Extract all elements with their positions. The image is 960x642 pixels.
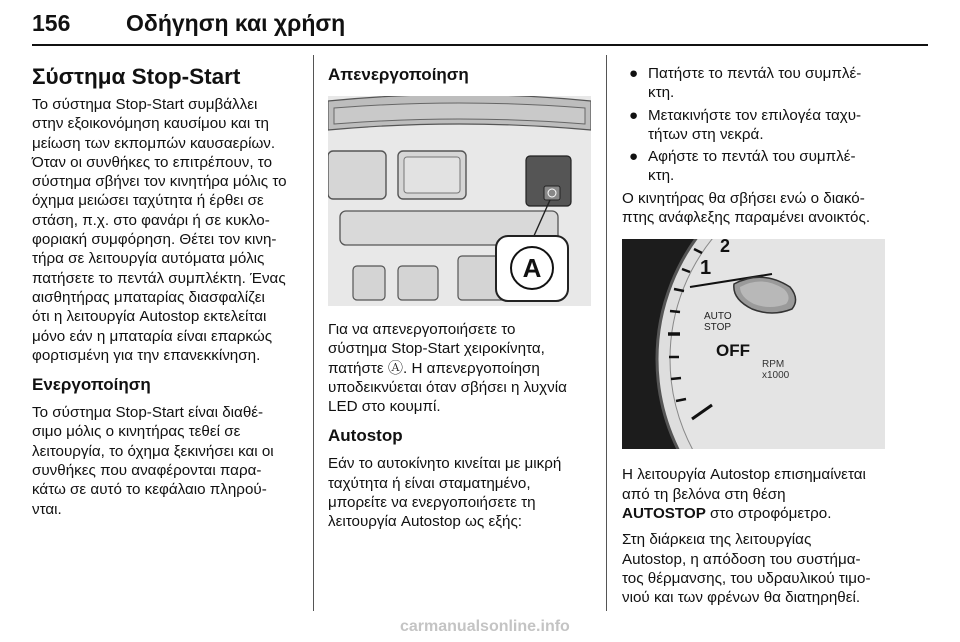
intro-line: μόνο εάν η μπαταρία είναι επαρκώς [32,327,273,345]
intro-line: στάση, π.χ. στο φανάρι ή σε κυκλο- [32,211,270,229]
activation-line: συνθήκες που αναφέρονται παρα- [32,462,262,480]
autostop-line: ταχύτητα ή είναι σταματημένο, [328,474,531,492]
autostop-line: Εάν το αυτοκίνητο κινείται με μικρή [328,455,562,473]
subheading-activation: Ενεργοποίηση [32,375,151,395]
intro-line: στην εξοικονόμηση καυσίμου και τη [32,115,269,133]
column-divider-1 [313,55,314,611]
subheading-deactivation: Απενεργοποίηση [328,65,469,84]
column-1 [32,64,307,519]
section-heading-stop-start: Σύστημα Stop-Start [32,64,241,89]
duration-line: τος θέρμανσης, του υδραυλικού τιμο- [622,569,871,587]
autostop-line: λειτουργία Autostop ως εξής: [328,513,523,531]
dashboard-button-illustration [328,96,591,306]
intro-line: τήρα σε λειτουργία αυτόματα μόλις [32,250,265,268]
header-rule [32,44,928,46]
indicator-line: Η λειτουργία Autostop επισημαίνεται [622,466,866,484]
duration-line: νιού και των φρένων θα διατηρηθεί. [622,589,861,607]
deactivation-line: LED στο κουμπί. [328,398,441,416]
duration-line: Στη διάρκεια της λειτουργίας [622,531,812,549]
subheading-autostop: Autostop [328,426,403,446]
autostop-line: μπορείτε να ενεργοποιήσετε τη [328,494,536,512]
autostop-position-label: AUTOSTOP [622,504,706,522]
column-2 [328,64,598,532]
stop-start-button-symbol: A [510,246,554,290]
intro-line: φορτισμένη για την επανεκκίνηση. [32,346,261,364]
deactivation-line: υποδεικνύεται όταν σβήσει η λυχνία [328,378,567,396]
intro-line: αισθητήρας μπαταρίας διασφαλίζει [32,288,265,306]
list-item: ● Μετακινήστε τον επιλογέα ταχυ- τήτων στη νεκρά. [629,106,862,143]
intro-line: φοριακή συμφόρηση. Θέτει τον κινη- [32,231,277,249]
tacho-autostop-mark: AUTO STOP [704,311,732,334]
indicator-line: από τη βελόνα στη θέση [622,485,786,503]
activation-line: Το σύστημα Stop-Start είναι διαθέ- [32,404,264,422]
autostop-steps [622,64,892,186]
intro-line: Όταν οι συνθήκες το επιτρέπουν, το [32,153,273,171]
deactivation-line: πατήστε Ⓐ. Η απενεργοποίηση [328,359,540,377]
intro-line: πατήσετε το πεντάλ συμπλέκτη. Ένας [32,269,286,287]
tacho-label-1: 1 [700,257,712,280]
tachometer-illustration [622,239,885,449]
running-title: Οδήγηση και χρήση [126,10,346,36]
deactivation-line: σύστημα Stop-Start χειροκίνητα, [328,340,545,358]
tachometer-drawing [622,239,885,449]
intro-line: μείωση των εκπομπών καυσαερίων. [32,134,276,152]
list-item: ● Πατήστε το πεντάλ του συμπλέ- κτη. [629,65,862,102]
activation-line: νται. [32,500,62,518]
activation-line: κάτω σε αυτό το κεφάλαιο πληρού- [32,481,267,499]
tacho-label-2: 2 [720,239,731,257]
tacho-off-label: OFF [716,341,750,361]
intro-line: όχημα μειώσει ταχύτητα ή έρθει σε [32,192,264,210]
duration-line: Autostop, η απόδοση του συστήμα- [622,550,861,568]
watermark: carmanualsonline.info [400,618,570,635]
indicator-line: AUTOSTOP στο στροφόμετρο. [622,504,832,522]
tacho-unit: RPM x1000 [762,359,790,382]
intro-line: σύστημα σβήνει τον κινητήρα μόλις το [32,173,287,191]
page-number: 156 [32,10,71,36]
result-line: πτης ανάφλεξης παραμένει ανοικτός. [622,209,871,227]
column-divider-2 [606,55,607,611]
result-line: Ο κινητήρας θα σβήσει ενώ ο διακό- [622,189,865,207]
activation-line: σιμο μόλις ο κινητήρας τεθεί σε [32,423,241,441]
column-3 [622,64,892,607]
intro-line: ότι η λειτουργία Autostop εκτελείται [32,308,267,326]
list-item: ● Αφήστε το πεντάλ του συμπλέ- κτη. [629,148,856,185]
intro-line: Το σύστημα Stop-Start συμβάλλει [32,96,258,113]
deactivation-line: Για να απενεργοποιήσετε το [328,321,516,338]
activation-line: λειτουργία, το όχημα ξεκινήσει και οι [32,442,274,460]
